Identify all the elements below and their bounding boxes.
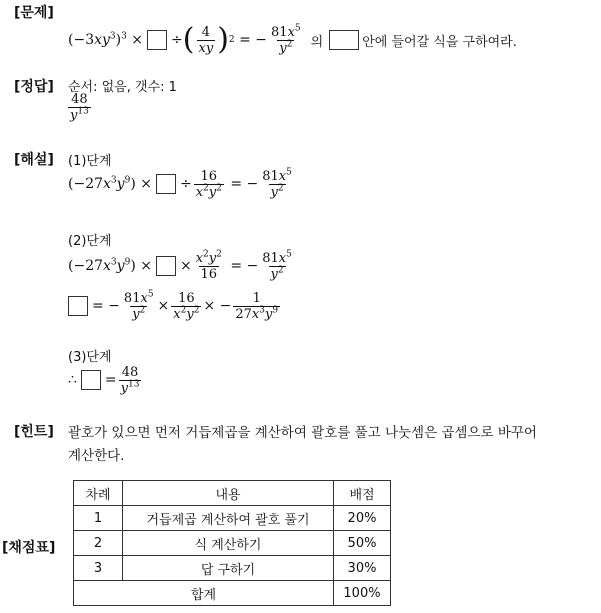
scoring-label: [채점표]: [2, 540, 56, 556]
step1-title: (1)단계: [68, 154, 112, 169]
problem-suffix1: 의: [310, 34, 324, 50]
step2-expression-a: $(-27x^3y^9)$ × × $\frac{x^2y^2}{16}$ = − $\frac{81x^5}{y^2}$: [68, 249, 292, 282]
problem-label: [문제]: [14, 5, 54, 21]
blank-box: [156, 256, 176, 276]
table-row: [74, 506, 391, 531]
step2-expression-b: = − $\frac{81x^5}{y^2}$ × $\frac{16}{x^2y^2}$ × − $\frac{1}{27x^3y^9}$: [68, 288, 282, 324]
blank-box: [156, 174, 176, 194]
header-content: 내용: [123, 481, 334, 506]
row-content: 답 구하기: [123, 556, 334, 581]
answer-meta: 순서: 없음, 갯수: 1: [68, 80, 177, 95]
blank-box-2: [329, 30, 359, 50]
row-order: 1: [74, 506, 123, 531]
blank-box: [81, 370, 101, 390]
answer-numerator: 48: [71, 92, 88, 107]
row-score: 50%: [334, 531, 391, 556]
table-row: [74, 556, 391, 581]
hint-line1: 괄호가 있으면 먼저 거듭제곱을 계산하여 괄호를 풀고 나눗셈은 곱셈으로 바꾸어: [68, 425, 537, 441]
total-label: 합계: [74, 581, 334, 606]
step2-title: (2)단계: [68, 234, 112, 249]
row-content: 식 계산하기: [123, 531, 334, 556]
hint-label: [힌트]: [14, 424, 54, 440]
problem-expression: $(-3xy^3)^3$ × ÷ ( $\frac{4}{xy}$ ) 2 = − $\frac{81x^5}{y^2}$ 의 안에 들어갈 식을 구하여라.: [68, 22, 517, 57]
scoring-table: [73, 480, 391, 606]
answer-label: [정답]: [14, 79, 54, 95]
table-header-row: [74, 481, 391, 506]
step1-expression: $(-27x^3y^9)$ × ÷ $\frac{16}{x^2y^2}$ = − $\frac{81x^5}{y^2}$: [68, 167, 292, 200]
header-score: 배점: [334, 481, 391, 506]
row-score: 30%: [334, 556, 391, 581]
hint-line2: 계산한다.: [68, 448, 125, 464]
blank-box: [68, 296, 88, 316]
row-score: 20%: [334, 506, 391, 531]
table-row: [74, 531, 391, 556]
problem-suffix2: 안에 들어갈 식을 구하여라.: [362, 34, 517, 50]
row-order: 3: [74, 556, 123, 581]
header-order: 차례: [74, 481, 123, 506]
total-value: 100%: [334, 581, 391, 606]
table-total-row: [74, 581, 391, 606]
step3-expression: ∴ = $\frac{48}{y^{13}}$: [68, 364, 140, 396]
row-content: 거듭제곱 계산하여 괄호 풀기: [123, 506, 334, 531]
step3-title: (3)단계: [68, 350, 112, 365]
solution-label: [해설]: [14, 152, 54, 168]
answer-fraction: $\frac{48}{y^{13}}$: [70, 92, 89, 123]
blank-box: [147, 30, 167, 50]
row-order: 2: [74, 531, 123, 556]
